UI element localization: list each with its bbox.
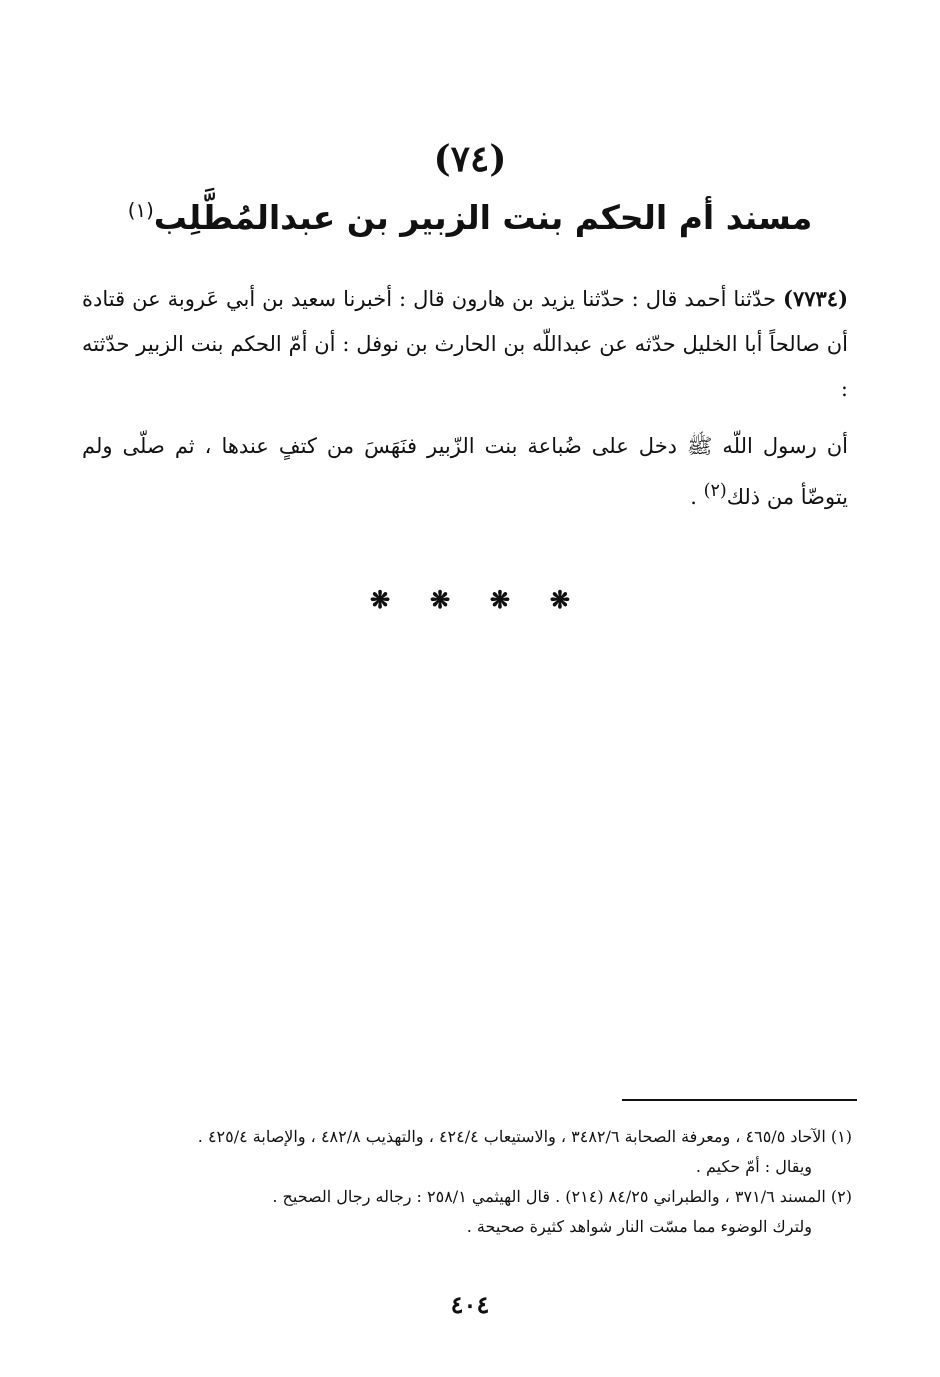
- hadith-matn: أن رسول اللّه ﷺ دخل على ضُباعة بنت الزّبير فنَهَسَ من كتفٍ عندها ، ثم صلّى ولم يتوضّأ من ذلك: [82, 434, 848, 509]
- footnote-2-line-1: (٢) المسند ٣٧١/٦ ، والطبراني ٨٤/٢٥ (٢١٤) . قال الهيثمي ٢٥٨/١ : رجاله رجال الصحيح .: [272, 1187, 852, 1206]
- separator-star-icon: ❋: [370, 585, 391, 614]
- footnote-1-line-2: ويقال : أمّ حكيم .: [695, 1157, 812, 1176]
- chapter-title-text: مسند أم الحكم بنت الزبير بن عبدالمُطَّلِب: [153, 198, 813, 237]
- chapter-title: [80, 198, 860, 237]
- section-separator: [370, 585, 570, 614]
- chapter-number: (٧٤): [433, 138, 507, 180]
- separator-star-icon: ❋: [489, 585, 511, 614]
- footnote-1-line-1: (١) الآحاد ٤٦٥/٥ ، ومعرفة الصحابة ٣٤٨٢/٦ ، والاستيعاب ٤٢٤/٤ ، والتهذيب ٤٨٢/٨ ، والإصابة ٤٢٥/٤ .: [197, 1127, 852, 1146]
- matn-footnote-marker: (٢): [703, 481, 727, 501]
- footnote-2-line-2: ولترك الوضوء مما مسّت النار شواهد كثيرة صحيحة .: [466, 1217, 812, 1236]
- chapter-title-footnote-marker: (١): [127, 199, 154, 222]
- hadith-isnad: حدّثنا أحمد قال : حدّثنا يزيد بن هارون قال : أخبرنا سعيد بن أبي عَروبة عن قتادة أن صالحاً أبا الخليل حدّثه عن عبداللّه بن الحارث بن نوفل : أن أمّ الحكم بنت الزبير حدّثته :: [82, 287, 848, 401]
- page-number: ٤٠٤: [450, 1290, 490, 1319]
- footnote-divider: [622, 1099, 857, 1101]
- hadith-matn-paragraph: [82, 424, 848, 520]
- hadith-number: (٧٧٣٤): [783, 286, 848, 311]
- separator-star-icon: ❋: [429, 585, 451, 614]
- separator-star-icon: ❋: [549, 585, 570, 614]
- hadith-isnad-paragraph: [82, 276, 848, 412]
- footnotes: [82, 1122, 852, 1242]
- matn-end: .: [690, 485, 704, 509]
